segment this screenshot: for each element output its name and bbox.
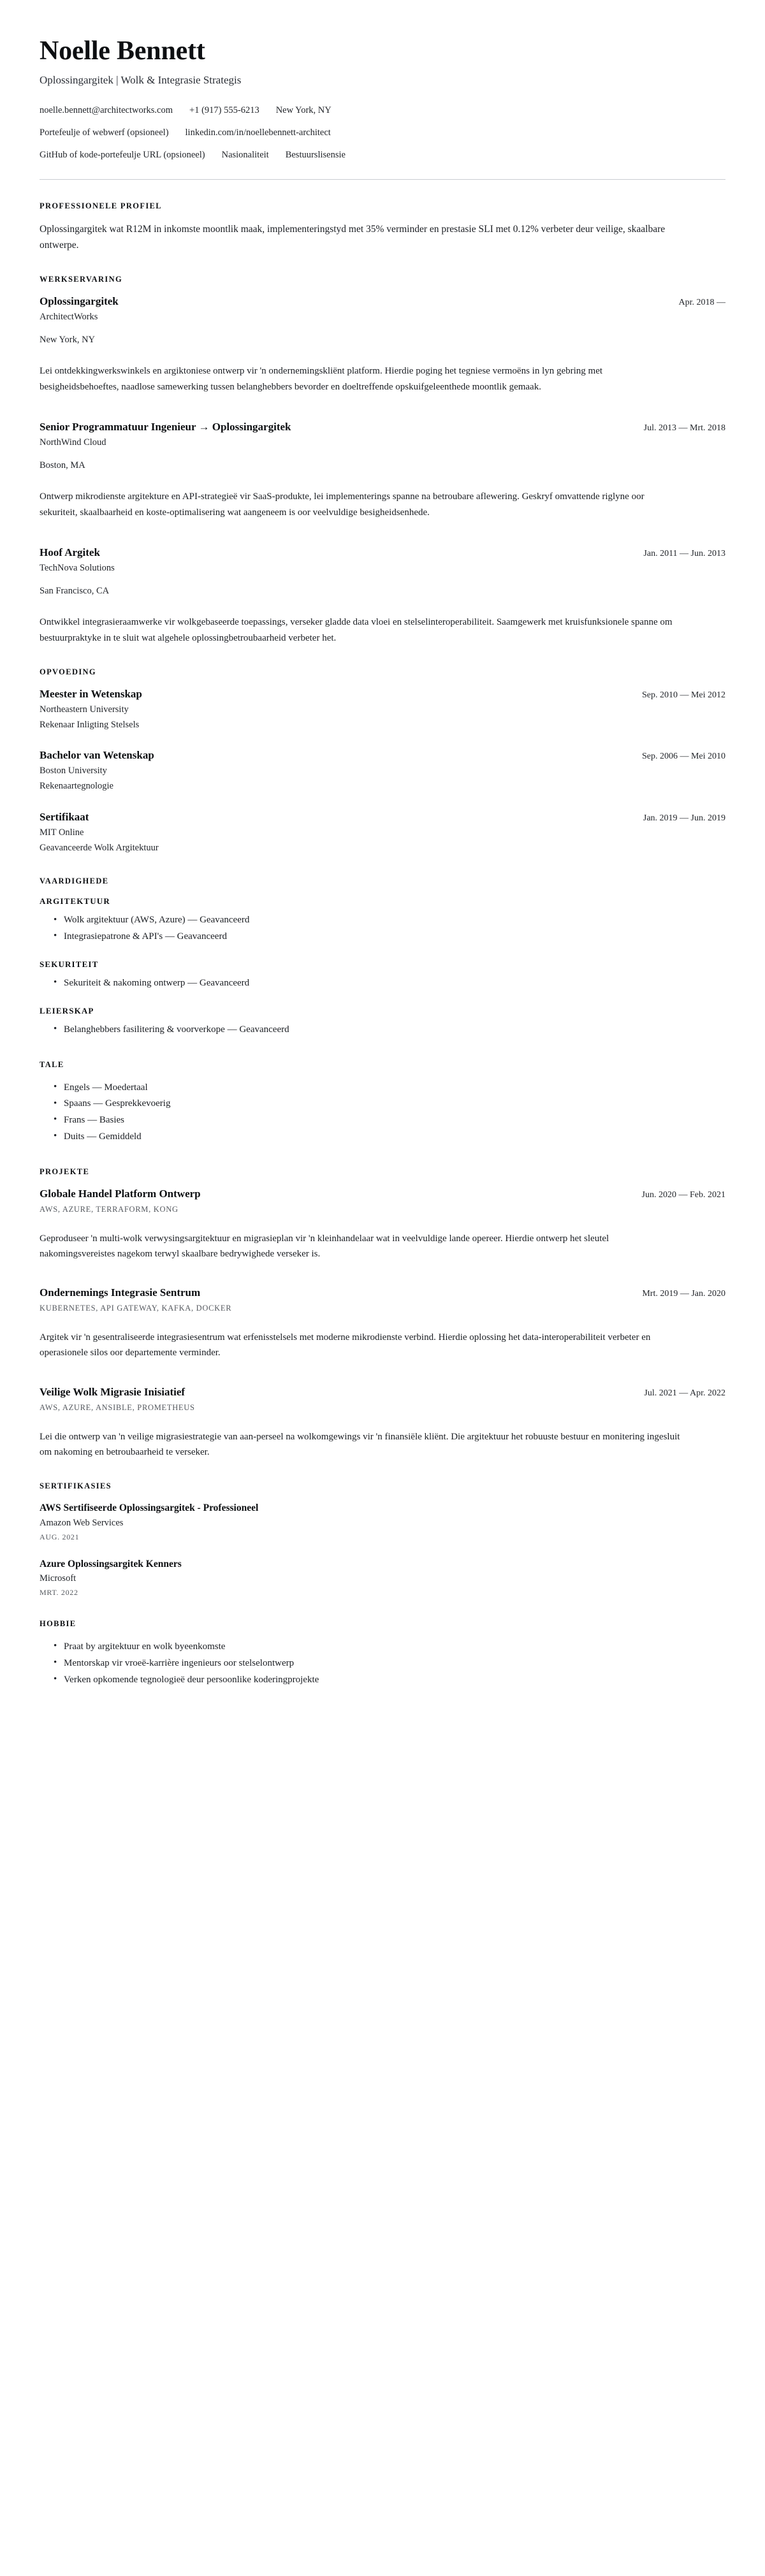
skill-items: [40, 1022, 725, 1038]
skill-category: LEIERSKAP: [40, 1005, 94, 1015]
project-name: Ondernemings Integrasie Sentrum: [40, 1286, 201, 1299]
contact-row: [40, 104, 725, 118]
skill-category: SEKURITEIT: [40, 959, 99, 969]
job-description: Ontwerp mikrodienste argitekture en API-strategieë vir SaaS-produkte, lei implementerings spanne na betroubare aflewering. Geskryf omvattende riglyne oor sekuriteit, skaalbaarheid en koste-optimalisering wat aangeneem is oor veelvuldige besigheidsenhede.: [40, 491, 645, 518]
contact-details: [40, 104, 725, 162]
school-name: Northeastern University: [40, 704, 129, 715]
education-list: [40, 687, 725, 855]
field-of-study: Rekenaar Inligting Stelsels: [40, 719, 140, 730]
experience-entry: [40, 546, 725, 646]
language-item: • Frans — Basies: [54, 1112, 725, 1129]
section-profile: [40, 201, 725, 253]
contact-item[interactable]: New York, NY: [275, 105, 332, 116]
job-dates: Jul. 2013 — Mrt. 2018: [643, 423, 725, 433]
job-location: Boston, MA: [40, 460, 85, 470]
section-title-education: OPVOEDING: [40, 667, 96, 677]
experience-entry-head: [40, 546, 725, 560]
certification-issuer: Amazon Web Services: [40, 1517, 124, 1528]
contact-item[interactable]: Portefeulje of webwerf (opsioneel): [40, 127, 169, 138]
field-of-study: Geavanceerde Wolk Argitektuur: [40, 842, 159, 853]
degree-title: Sertifikaat: [40, 810, 89, 823]
experience-entry-head: [40, 420, 725, 435]
project-entry-head: [40, 1385, 725, 1400]
project-entry: [40, 1187, 725, 1262]
resume-header: [40, 37, 725, 163]
section-title-certifications: SERTIFIKASIES: [40, 1481, 112, 1491]
job-organization: NorthWind Cloud: [40, 437, 106, 448]
project-entry: [40, 1286, 725, 1361]
job-role: Senior Programmatuur Ingenieur → Oplossingargitek: [40, 420, 291, 433]
contact-item[interactable]: Bestuurslisensie: [285, 149, 346, 160]
language-item: • Duits — Gemiddeld: [54, 1129, 725, 1146]
section-title-languages: TALE: [40, 1059, 64, 1069]
job-organization: ArchitectWorks: [40, 311, 98, 322]
school-name: Boston University: [40, 766, 107, 776]
degree-title: Bachelor van Wetenskap: [40, 749, 154, 762]
experience-entry-head: [40, 295, 725, 309]
experience-entry: [40, 295, 725, 395]
experience-list: [40, 295, 725, 646]
skill-group: [40, 896, 725, 945]
skill-item: • Wolk argitektuur (AWS, Azure) — Geavanceerd: [54, 912, 725, 929]
job-description: Ontwikkel integrasieraamwerke vir wolkgebaseerde toepassings, verseker gladde data vloei en stelselinteroperabiliteit. Saamgewerk met kruisfunksionele spanne om bestuurpraktyke in te sluit wat algehele oplossingbetroubaarheid verbeter het.: [40, 617, 673, 643]
certification-date: MRT. 2022: [40, 1588, 78, 1597]
job-description: Lei ontdekkingwerkswinkels en argiktoniese ontwerp vir 'n ondernemingskliënt platform. Hierdie poging het tegniese vermoëns in lyn gebring met besigheidsbehoeftes, naadlose samewerking tussen belanghebbers bevorder en doeltreffende opskuifgeleenthede moontlik gemaak.: [40, 366, 603, 392]
section-title-skills: VAARDIGHEDE: [40, 877, 109, 886]
certifications-list: [40, 1501, 725, 1597]
project-description: Lei die ontwerp van 'n veilige migrasiestrategie van aan-perseel na wolkomgewings vir 'n finansiële kliënt. Die argitektuur het robuuste bestuur en monitering ingesluit om nakoming en betroubaarheid te verseker.: [40, 1431, 680, 1457]
project-entry: [40, 1385, 725, 1460]
contact-item[interactable]: GitHub of kode-portefeulje URL (opsioneel): [40, 149, 205, 160]
project-dates: Jun. 2020 — Feb. 2021: [641, 1190, 725, 1200]
language-item: • Engels — Moedertaal: [54, 1080, 725, 1096]
hobby-item: • Mentorskap vir vroeë-karrière ingenieurs oor stelselontwerp: [54, 1655, 725, 1672]
degree-dates: Sep. 2010 — Mei 2012: [641, 690, 725, 701]
skill-item: • Sekuriteit & nakoming ontwerp — Geavanceerd: [54, 975, 725, 992]
skill-items: [40, 975, 725, 992]
candidate-headline: Oplossingargitek | Wolk & Integrasie Strategis: [40, 74, 242, 87]
education-entry: [40, 687, 725, 732]
section-education: [40, 667, 725, 855]
certification-name: Azure Oplossingsargitek Kenners: [40, 1558, 182, 1569]
job-dates: Jan. 2011 — Jun. 2013: [643, 548, 725, 558]
project-dates: Mrt. 2019 — Jan. 2020: [642, 1289, 725, 1299]
section-certifications: [40, 1481, 725, 1597]
job-role: Hoof Argitek: [40, 546, 100, 558]
education-entry: [40, 748, 725, 793]
school-name: MIT Online: [40, 827, 84, 838]
candidate-name: Noelle Bennett: [40, 36, 205, 66]
job-dates: Apr. 2018 —: [678, 297, 725, 307]
job-location: New York, NY: [40, 334, 96, 345]
education-entry: [40, 810, 725, 855]
certification-issuer: Microsoft: [40, 1573, 76, 1584]
contact-item[interactable]: noelle.bennett@architectworks.com: [40, 105, 173, 116]
contact-item[interactable]: +1 (917) 555-6213: [189, 105, 259, 116]
project-name: Veilige Wolk Migrasie Inisiatief: [40, 1385, 186, 1398]
section-projects: [40, 1167, 725, 1460]
degree-title: Meester in Wetenskap: [40, 688, 142, 701]
contact-row: [40, 126, 725, 140]
project-dates: Jul. 2021 — Apr. 2022: [644, 1388, 725, 1398]
languages-list: [40, 1080, 725, 1146]
skill-group: [40, 1006, 725, 1038]
section-skills: [40, 877, 725, 1038]
hobbies-list: [40, 1639, 725, 1688]
degree-dates: Jan. 2019 — Jun. 2019: [643, 813, 725, 823]
projects-list: [40, 1187, 725, 1460]
education-entry-head: [40, 810, 725, 825]
profile-summary: Oplossingargitek wat R12M in inkomste moontlik maak, implementeringstyd met 35% verminder en prestasie SLI met 0.12% verbeter deur veilige, skaalbare ontwerpe.: [40, 223, 666, 251]
header-divider: [40, 179, 725, 180]
project-name: Globale Handel Platform Ontwerp: [40, 1187, 201, 1200]
education-entry-head: [40, 687, 725, 702]
project-tech-stack: AWS, AZURE, ANSIBLE, PROMETHEUS: [40, 1402, 195, 1412]
project-entry-head: [40, 1286, 725, 1300]
project-tech-stack: AWS, AZURE, TERRAFORM, KONG: [40, 1204, 178, 1214]
job-organization: TechNova Solutions: [40, 562, 115, 573]
contact-item[interactable]: linkedin.com/in/noellebennett-architect: [185, 127, 331, 138]
skill-category: ARGITEKTUUR: [40, 896, 110, 906]
section-title-projects: PROJEKTE: [40, 1167, 90, 1176]
project-tech-stack: KUBERNETES, API GATEWAY, KAFKA, DOCKER: [40, 1304, 232, 1313]
section-languages: [40, 1060, 725, 1146]
project-description: Argitek vir 'n gesentraliseerde integrasiesentrum wat erfenisstelsels met moderne mikrodienste verbind. Hierdie oplossing het data-interoperabiliteit verbeter en operasionele silos oor departemente verminder.: [40, 1332, 651, 1358]
skill-item: • Integrasiepatrone & API's — Geavanceerd: [54, 929, 725, 945]
job-location: San Francisco, CA: [40, 585, 110, 596]
certification-name: AWS Sertifiseerde Oplossingsargitek - Professioneel: [40, 1503, 259, 1514]
section-title-experience: WERKSERVARING: [40, 274, 123, 284]
certification-date: AUG. 2021: [40, 1532, 80, 1541]
contact-item[interactable]: Nasionaliteit: [221, 149, 269, 160]
skill-items: [40, 912, 725, 945]
degree-dates: Sep. 2006 — Mei 2010: [641, 752, 725, 762]
field-of-study: Rekenaartegnologie: [40, 781, 113, 792]
experience-entry: [40, 420, 725, 520]
language-item: • Spaans — Gesprekkevoerig: [54, 1096, 725, 1112]
section-hobbies: [40, 1619, 725, 1688]
skill-item: • Belanghebbers fasilitering & voorverkope — Geavanceerd: [54, 1022, 725, 1038]
certification-entry: [40, 1557, 725, 1597]
skill-group: [40, 959, 725, 992]
skills-list: [40, 896, 725, 1038]
hobby-item: • Praat by argitektuur en wolk byeenkomste: [54, 1639, 725, 1655]
job-role: Oplossingargitek: [40, 295, 119, 307]
section-title-profile: PROFESSIONELE PROFIEL: [40, 201, 162, 210]
contact-row: [40, 149, 725, 163]
education-entry-head: [40, 748, 725, 763]
certification-entry: [40, 1501, 725, 1541]
hobby-item: • Verken opkomende tegnologieë deur persoonlike koderingprojekte: [54, 1672, 725, 1689]
section-title-hobbies: HOBBIE: [40, 1619, 76, 1629]
section-experience: [40, 275, 725, 646]
project-entry-head: [40, 1187, 725, 1202]
project-description: Geproduseer 'n multi-wolk verwysingsargitektuur en migrasieplan vir 'n kleinhandelaar wat in veelvuldige lande opereer. Hierdie ontwerp het sleutel nakomingsvereistes nagekom terwyl skaalbare bedrywighede verseker is.: [40, 1233, 609, 1259]
